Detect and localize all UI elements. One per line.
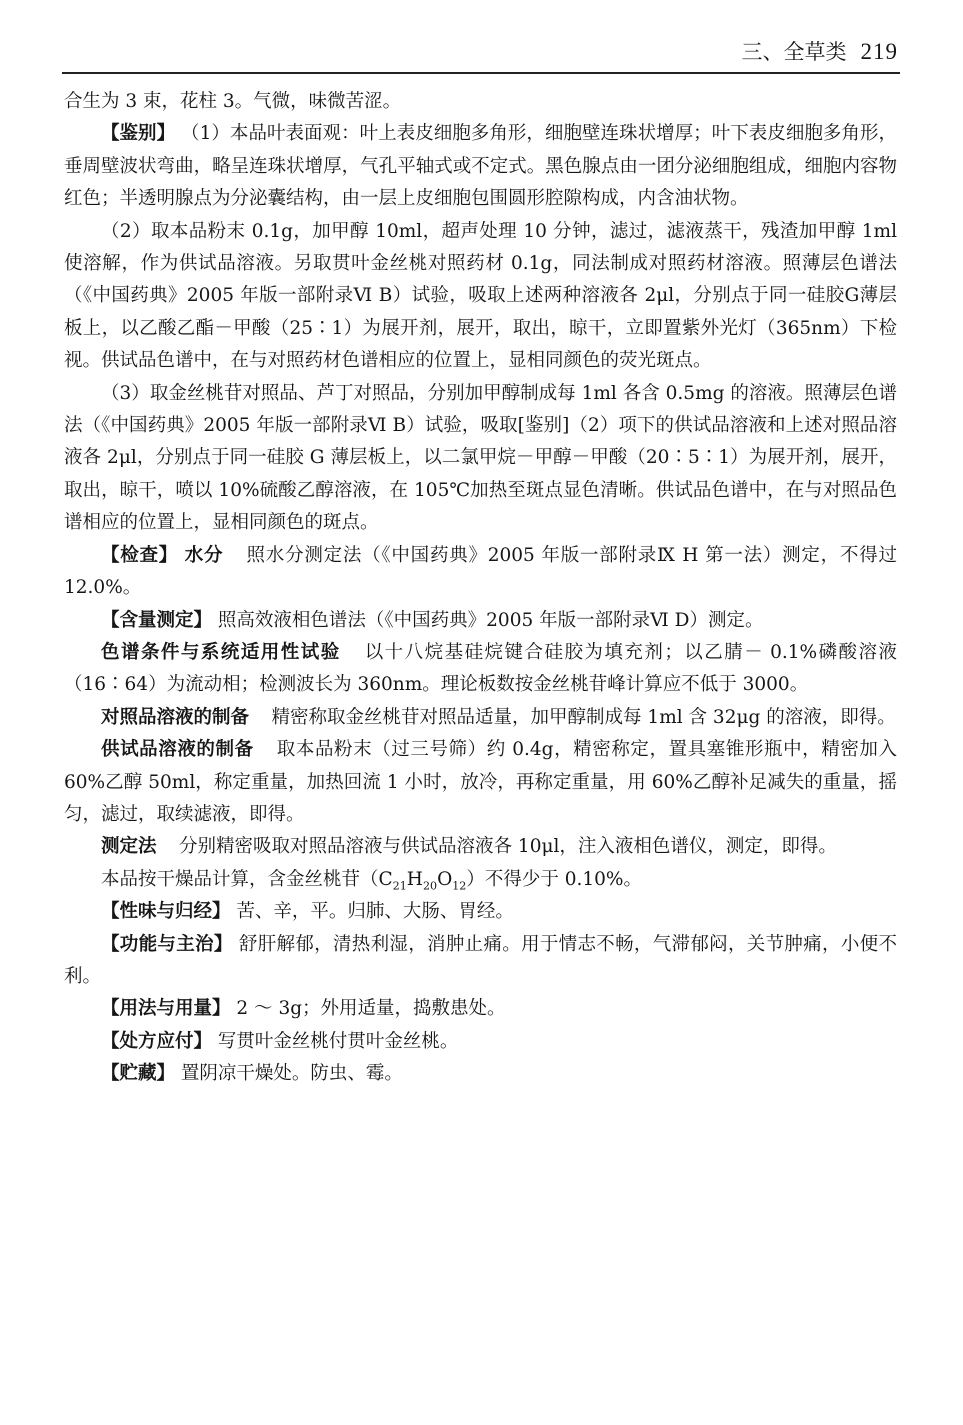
section-label-usage: 【用法与用量】 xyxy=(101,998,231,1020)
paragraph-text: 舒肝解郁，清热利湿，消肿止痛。用于情志不畅，气滞郁闷，关节肿痛，小便不利。 xyxy=(64,933,897,987)
section-label-identification: 【鉴别】 xyxy=(101,123,176,145)
subheading-procedure: 测定法 xyxy=(101,836,157,858)
formula-h: H xyxy=(406,868,423,890)
paragraph-text-before-formula: 本品按干燥品计算，含金丝桃苷（C xyxy=(101,868,393,890)
header-right xyxy=(742,36,899,66)
paragraph-text: 分别精密吸取对照品溶液与供试品溶液各 10μl，注入液相色谱仪，测定，即得。 xyxy=(179,836,837,858)
section-label-storage: 【贮藏】 xyxy=(101,1063,176,1085)
paragraph-usage-dosage xyxy=(64,993,897,1025)
formula-h-subscript: 20 xyxy=(422,879,438,893)
paragraph-test-solution xyxy=(64,734,897,831)
section-label-nature-meridian: 【性味与归经】 xyxy=(101,901,231,923)
paragraph-text: 置阴凉干燥处。防虫、霉。 xyxy=(180,1063,403,1085)
subheading-chromatographic-conditions: 色谱条件与系统适用性试验 xyxy=(101,641,341,663)
paragraph-inspection xyxy=(64,540,897,605)
paragraph-text: 合生为 3 束，花柱 3。气微，味微苦涩。 xyxy=(64,91,402,112)
paragraph-text: 苦、辛，平。归肺、大肠、胃经。 xyxy=(236,901,514,923)
section-label-functions: 【功能与主治】 xyxy=(101,933,233,955)
paragraph-text: （1）本品叶表面观：叶上表皮细胞多角形，细胞壁连珠状增厚；叶下表皮细胞多角形，垂周壁波状弯曲，略呈连珠状增厚，气孔平轴式或不定式。黑色腺点由一团分泌细胞组成，细胞内容物红色；半透明腺点为分泌囊结构，由一层上皮细胞包围圆形腔隙构成，内含油状物。 xyxy=(64,123,897,210)
section-label-prescription: 【处方应付】 xyxy=(101,1030,213,1052)
paragraph-storage xyxy=(64,1058,897,1090)
paragraph-reference-solution xyxy=(64,702,897,734)
paragraph-text: 写贯叶金丝桃付贯叶金丝桃。 xyxy=(217,1030,459,1052)
paragraph-text: （2）取本品粉末 0.1g，加甲醇 10ml，超声处理 10 分钟，滤过，滤液蒸干，残渣加甲醇 1ml 使溶解，作为供试品溶液。另取贯叶金丝桃对照药材 0.1g，同法制成对照药材溶液。照薄层色谱法（《中国药典》2005 年版一部附录Ⅵ B）试验，吸取上述两种溶液各 2μl，分别点于同一硅胶G薄层板上，以乙酸乙酯－甲酸（25∶1）为展开剂，展开，取出，晾干，立即置紫外光灯（365nm）下检视。供试品色谱中，在与对照药材色谱相应的位置上，显相同颜色的荧光斑点。 xyxy=(64,220,897,372)
subheading-reference-solution: 对照品溶液的制备 xyxy=(101,706,250,728)
section-label-assay: 【含量测定】 xyxy=(101,609,213,631)
paragraph-chromatographic-conditions xyxy=(64,637,897,702)
paragraph-identification-2 xyxy=(64,216,897,378)
paragraph-text: 取本品粉末（过三号筛）约 0.4g，精密称定，置具塞锥形瓶中，精密加入 60%乙醇 50ml，称定重量，加热回流 1 小时，放冷，再称定重量，用 60%乙醇补足减失的重量，摇匀，滤过，取续滤液，即得。 xyxy=(64,739,897,825)
paragraph-prescription xyxy=(64,1026,897,1058)
formula-o-subscript: 12 xyxy=(452,879,467,893)
page-content xyxy=(64,86,897,1091)
paragraph-text: 以十八烷基硅烷键合硅胶为填充剂；以乙腈－ 0.1%磷酸溶液（16∶64）为流动相；检测波长为 360nm。理论板数按金丝桃苷峰计算应不低于 3000。 xyxy=(64,641,897,696)
section-label-inspection: 【检查】 xyxy=(101,544,179,566)
paragraph-text: （3）取金丝桃苷对照品、芦丁对照品，分别加甲醇制成每 1ml 各含 0.5mg 的溶液。照薄层色谱法（《中国药典》2005 年版一部附录Ⅵ B）试验，吸取[鉴别]（2）项下的供试品溶液和上述对照品溶液各 2μl，分别点于同一硅胶 G 薄层板上，以二氯甲烷－甲醇－甲酸（20∶5∶1）为展开剂，展开，取出，晾干，喷以 10%硫酸乙醇溶液，在 105℃加热至斑点显色清晰。供试品色谱中，在与对照品色谱相应的位置上，显相同颜色的斑点。 xyxy=(64,382,897,534)
subheading-test-solution: 供试品溶液的制备 xyxy=(101,739,254,761)
paragraph-identification-3 xyxy=(64,378,897,540)
page-header xyxy=(62,32,900,74)
formula-o: O xyxy=(437,868,453,890)
paragraph-text: 2 ～ 3g；外用适量，捣敷患处。 xyxy=(236,998,506,1020)
section-title: 三、全草类 xyxy=(741,40,847,64)
paragraph-text: 照水分测定法（《中国药典》2005 年版一部附录Ⅸ H 第一法）测定，不得过 12.0%。 xyxy=(64,544,897,599)
paragraph-content-limit xyxy=(64,864,897,896)
paragraph-text: 精密称取金丝桃苷对照品适量，加甲醇制成每 1ml 含 32μg 的溶液，即得。 xyxy=(271,706,896,728)
page-number: 219 xyxy=(860,39,898,64)
paragraph-nature-meridian xyxy=(64,896,897,928)
paragraph-text-after-formula: ）不得少于 0.10%。 xyxy=(466,868,643,890)
formula-c-subscript: 21 xyxy=(392,879,407,893)
subheading-moisture: 水分 xyxy=(184,544,224,566)
paragraph-procedure xyxy=(64,831,897,863)
paragraph-identification xyxy=(64,118,897,215)
paragraph-functions-indications xyxy=(64,929,897,994)
paragraph-assay xyxy=(64,605,897,637)
paragraph-text: 照高效液相色谱法（《中国药典》2005 年版一部附录Ⅵ D）测定。 xyxy=(217,609,764,631)
paragraph-continuation xyxy=(64,86,897,118)
